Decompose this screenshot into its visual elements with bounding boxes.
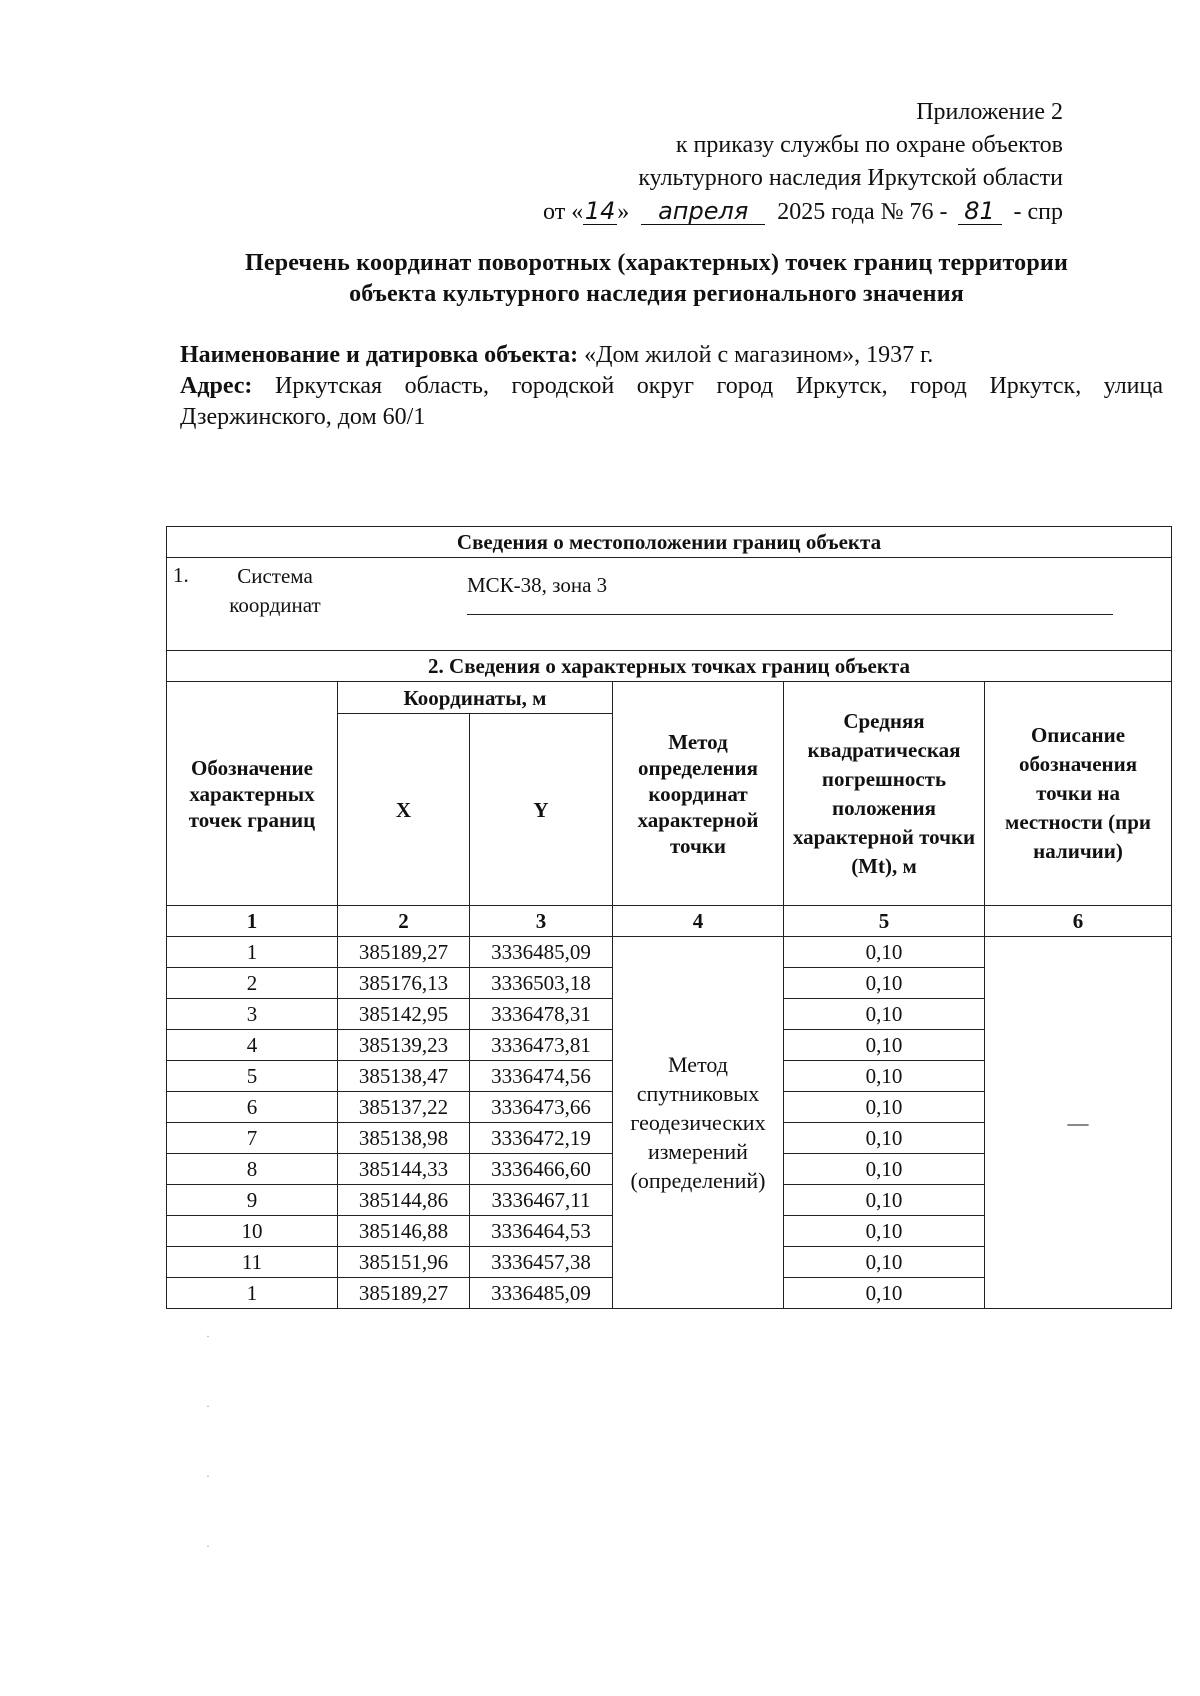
point-mt: 0,10 xyxy=(784,1030,985,1061)
point-mt: 0,10 xyxy=(784,1123,985,1154)
coord-system-row xyxy=(167,558,1172,651)
point-number: 3 xyxy=(167,999,338,1030)
order-suffix: - спр xyxy=(1013,199,1063,225)
appendix-title: Приложение 2 xyxy=(916,99,1063,125)
point-number: 7 xyxy=(167,1123,338,1154)
point-x: 385142,95 xyxy=(338,999,470,1030)
col-number-3: 3 xyxy=(470,906,613,937)
point-mt: 0,10 xyxy=(784,1216,985,1247)
appendix-order-ref: к приказу службы по охране объектов xyxy=(675,132,1063,158)
col-designation-header: Обозначение характерных точек границ xyxy=(167,682,338,906)
point-number: 1 xyxy=(167,1278,338,1309)
date-prefix: от « xyxy=(543,199,584,225)
col-accuracy-header: Средняя квадратическая погрешность положения характерной точки (Mt), м xyxy=(784,682,985,906)
method-cell: Метод спутниковых геодезических измерений (определений) xyxy=(613,937,784,1309)
point-x: 385189,27 xyxy=(338,937,470,968)
scan-mark: · xyxy=(206,1399,210,1413)
point-number: 10 xyxy=(167,1216,338,1247)
appendix-header xyxy=(543,96,1063,229)
scan-mark: · xyxy=(206,1469,210,1483)
point-y: 3336466,60 xyxy=(470,1154,613,1185)
col-y-header: Y xyxy=(470,714,613,906)
object-name-value: «Дом жилой с магазином», 1937 г. xyxy=(584,342,934,368)
section-title-row xyxy=(167,527,1172,558)
document-title xyxy=(150,248,1163,310)
point-y: 3336485,09 xyxy=(470,937,613,968)
point-x: 385151,96 xyxy=(338,1247,470,1278)
description-cell: — xyxy=(985,937,1172,1309)
point-x: 385138,98 xyxy=(338,1123,470,1154)
column-number-row xyxy=(167,906,1172,937)
point-mt: 0,10 xyxy=(784,999,985,1030)
point-mt: 0,10 xyxy=(784,1061,985,1092)
object-address-line xyxy=(180,371,1163,433)
title-line-1: Перечень координат поворотных (характерных) точек границ территории xyxy=(245,250,1068,276)
col-x-header: X xyxy=(338,714,470,906)
point-y: 3336473,66 xyxy=(470,1092,613,1123)
col-number-1: 1 xyxy=(167,906,338,937)
point-x: 385144,33 xyxy=(338,1154,470,1185)
point-y: 3336457,38 xyxy=(470,1247,613,1278)
point-number: 5 xyxy=(167,1061,338,1092)
section-title: Сведения о местоположении границ объекта xyxy=(167,527,1172,558)
point-mt: 0,10 xyxy=(784,968,985,999)
col-number-2: 2 xyxy=(338,906,470,937)
point-x: 385146,88 xyxy=(338,1216,470,1247)
point-mt: 0,10 xyxy=(784,937,985,968)
title-line-2: объекта культурного наследия регионального значения xyxy=(349,281,964,307)
point-number: 4 xyxy=(167,1030,338,1061)
coord-system-value: МСК-38, зона 3 xyxy=(467,573,608,597)
point-y: 3336472,19 xyxy=(470,1123,613,1154)
point-y: 3336467,11 xyxy=(470,1185,613,1216)
object-address-label: Адрес: xyxy=(180,373,253,399)
point-mt: 0,10 xyxy=(784,1185,985,1216)
point-mt: 0,10 xyxy=(784,1092,985,1123)
point-mt: 0,10 xyxy=(784,1154,985,1185)
scan-mark: · xyxy=(206,1539,210,1553)
object-name-line xyxy=(180,340,1163,371)
point-mt: 0,10 xyxy=(784,1247,985,1278)
point-y: 3336485,09 xyxy=(470,1278,613,1309)
object-name-label: Наименование и датировка объекта: xyxy=(180,342,579,368)
col-number-4: 4 xyxy=(613,906,784,937)
header-row-1 xyxy=(167,682,1172,714)
point-number: 11 xyxy=(167,1247,338,1278)
scan-mark: · xyxy=(206,1329,210,1343)
appendix-agency: культурного наследия Иркутской области xyxy=(638,165,1063,191)
point-number: 2 xyxy=(167,968,338,999)
point-number: 9 xyxy=(167,1185,338,1216)
point-number: 6 xyxy=(167,1092,338,1123)
object-address-value: Иркутская область, городской округ город Иркутск, город Иркутск, улица Дзержинского, дом 60/1 xyxy=(180,373,1164,430)
table-row xyxy=(167,937,1172,968)
point-y: 3336464,53 xyxy=(470,1216,613,1247)
date-quote-close: » xyxy=(617,199,630,225)
point-y: 3336503,18 xyxy=(470,968,613,999)
coord-system-label: Система координат xyxy=(229,564,321,617)
point-y: 3336474,56 xyxy=(470,1061,613,1092)
date-day-handwritten: 14 xyxy=(584,197,616,225)
point-x: 385137,22 xyxy=(338,1092,470,1123)
point-x: 385138,47 xyxy=(338,1061,470,1092)
appendix-date-line xyxy=(543,196,1063,229)
col-number-6: 6 xyxy=(985,906,1172,937)
date-month-handwritten: апреля xyxy=(641,198,765,225)
coord-system-underline xyxy=(467,614,1113,615)
date-year-text: 2025 года № 76 - xyxy=(777,199,948,225)
point-x: 385176,13 xyxy=(338,968,470,999)
point-y: 3336473,81 xyxy=(470,1030,613,1061)
coord-system-cell xyxy=(167,558,1172,651)
col-description-header: Описание обозначения точки на местности (при наличии) xyxy=(985,682,1172,906)
order-number-handwritten: 81 xyxy=(958,198,1002,225)
point-mt: 0,10 xyxy=(784,1278,985,1309)
points-title: 2. Сведения о характерных точках границ объекта xyxy=(167,651,1172,682)
boundary-table xyxy=(166,526,1172,1309)
point-x: 385139,23 xyxy=(338,1030,470,1061)
point-number: 1 xyxy=(167,937,338,968)
point-y: 3336478,31 xyxy=(470,999,613,1030)
coord-system-number: 1. xyxy=(173,563,189,587)
point-x: 385189,27 xyxy=(338,1278,470,1309)
col-method-header: Метод определения координат характерной точки xyxy=(613,682,784,906)
col-coords-header: Координаты, м xyxy=(338,682,613,714)
point-number: 8 xyxy=(167,1154,338,1185)
points-title-row xyxy=(167,651,1172,682)
col-number-5: 5 xyxy=(784,906,985,937)
point-x: 385144,86 xyxy=(338,1185,470,1216)
object-info xyxy=(180,340,1163,433)
